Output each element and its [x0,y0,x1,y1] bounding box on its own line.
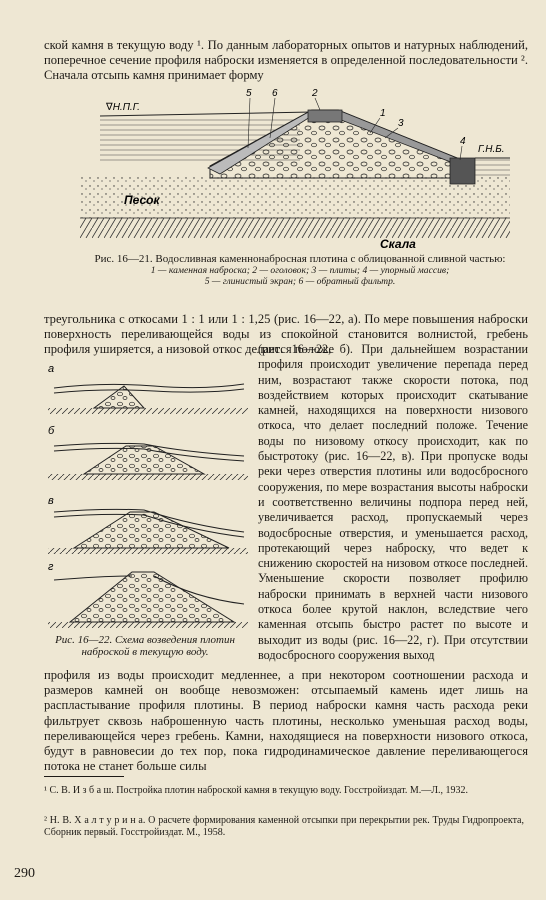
label-n1: 1 [380,108,386,119]
bottom-paragraph: профиля из воды происходит медленнее, а при некотором соотношении расхода и размеров камней он вообще невозможен: отсыпаемый камень идет лишь на распластывание профиля плотины. В период наброски камня часть расхода реки фильтрует сквозь наброшенную часть плотины, несколько уменьшая расход воды, переливающейся через гребень. Камни, находящиеся на поверхности низового откоса, будут в равновесии до тех пор, пока гидродинамическое давление переливающегося потока не станет больше силы [44,668,528,774]
rock-layer [80,218,510,238]
crest-head [308,110,342,122]
intro-paragraph: ской камня в текущую воду ¹. По данным лабораторных опытов и натурных наблюдений, поперечное сечение профиля наброски изменяется в определенной последовательности ². Сначала отсыпь камня принимает форму [44,38,528,83]
label-n2: 2 [312,88,318,99]
svg-text:г: г [48,561,54,573]
stage-c [48,495,248,554]
svg-text:а: а [48,363,55,375]
label-sand: Песок [124,193,160,207]
label-upstream-level: ∇Н.П.Г. [106,102,140,113]
downstream-water [475,158,510,176]
footnote-2: ² Н. В. Х а л т у р и н а. О расчете формирования каменной отсыпки при перекрытии рек. Труды Гидропроекта, Сборник первый. Госстройиздат. М., 1958. [44,815,524,838]
stage-b [48,425,248,480]
svg-text:б: б [48,425,55,437]
footnote-rule [44,776,124,777]
label-downstream-level: Г.Н.Б. [478,144,505,155]
label-n6: 6 [272,88,278,99]
svg-text:в: в [48,495,54,507]
toe-block [450,158,475,184]
label-n5: 5 [246,88,252,99]
page-number: 290 [14,866,35,881]
main-paragraph-top: треугольника с откосами 1 : 1 или 1 : 1,25 (рис. 16—22, а). По мере повышения наброски поверхность переливающейся воды из спокойной становится волнистой, гребень профиля уширяется, а низовой откос делается положе [44,312,528,357]
dam-cross-section-figure [80,88,510,252]
figure1-legend-line2: 5 — глинистый экран; 6 — обратный фильтр. [204,276,396,288]
figure1-caption [80,253,520,287]
label-n4: 4 [460,136,466,147]
stage-a [48,363,248,414]
side-column-paragraph: (рис. 16—22, б). При дальнейшем возрастании профиля происходит увеличение перепада перед ним, возрастают также скорости потока, под воздействием которых происходит скатывание камней, находящихся на поверхности низового откоса, что делает последний положе. Течение воды по низовому откосу происходит, как по быстротоку (рис. 16—22, в). При пропуске воды реки через отверстия плотины или водосбросного сооружения, по мере возрастания высоты наброски и соответственно величины подпора перед ней, увеличивается расход, пропускаемый через водосбросные отверстия, и уменьшается расход, протекающий через наброску, что ведет к снижению скоростей на низовом откосе последней. Уменьшение скорости позволяет профилю наброски принимать в верхней части низового откоса более крутой наклон, вследствие чего каменная отсыпь быстро растет по высоте и выходит из воды (рис. 16—22, г). При отсутствии водосбросного сооружения выход [258,342,528,662]
figure1-caption-title: Рис. 16—21. Водосливная каменнонабросная плотина с облицованной сливной частью: [94,253,506,265]
footnote-1: ¹ С. В. И з б а ш. Постройка плотин наброской камня в текущую воду. Госстройиздат. М.—Л., 1932. [44,785,469,796]
figure2-caption: Рис. 16—22. Схема возведения плотин наброской в текущую воду. [55,634,235,659]
label-rock: Скала [380,237,416,251]
dam-construction-stages-figure [44,360,254,630]
figure1-legend-line1: 1 — каменная наброска; 2 — оголовок; 3 — плиты; 4 — упорный массив; [150,265,450,277]
label-n3: 3 [398,118,404,129]
stage-d [48,561,248,628]
